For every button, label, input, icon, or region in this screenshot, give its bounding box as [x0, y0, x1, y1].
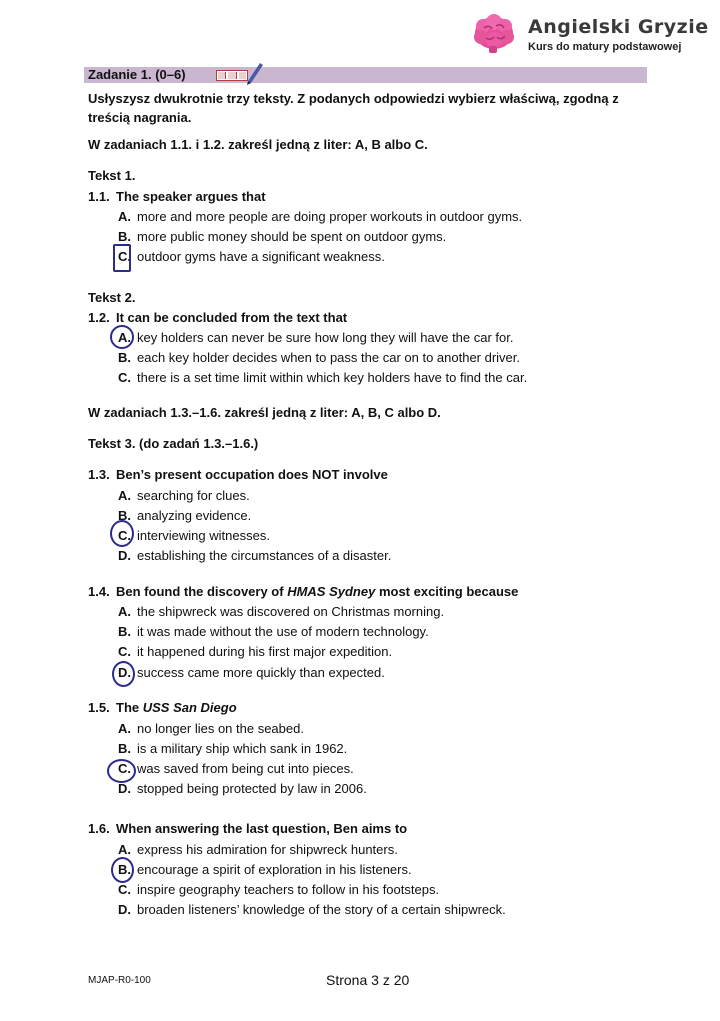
brand-logo: [472, 12, 709, 56]
pen-icon: [244, 59, 266, 85]
task-title: Zadanie 1. (0–6): [88, 67, 186, 82]
option-1-1-c[interactable]: C. outdoor gyms have a significant weakness.: [118, 249, 385, 264]
option-1-3-a[interactable]: A. searching for clues.: [118, 488, 250, 503]
logo-title: Angielski Gryzie: [528, 15, 709, 38]
option-1-2-b[interactable]: B. each key holder decides when to pass the car on to another driver.: [118, 350, 521, 365]
question-1-1-stem: 1.1. The speaker argues that: [88, 189, 266, 204]
answer-mark-1-6: [111, 857, 134, 883]
option-1-4-d[interactable]: D. success came more quickly than expected.: [118, 665, 385, 680]
option-1-3-b[interactable]: B. analyzing evidence.: [118, 508, 252, 523]
answer-mark-1-3: [110, 520, 134, 547]
option-1-6-d[interactable]: D. broaden listeners’ knowledge of the story of a certain shipwreck.: [118, 902, 506, 917]
question-1-2-stem: 1.2. It can be concluded from the text that: [88, 310, 348, 325]
option-1-6-b[interactable]: B. encourage a spirit of exploration in his listeners.: [118, 862, 412, 877]
instruction-abcd: W zadaniach 1.3.–1.6. zakreśl jedną z liter: A, B, C albo D.: [88, 405, 441, 420]
answer-mark-1-5: [107, 759, 136, 783]
option-1-6-c[interactable]: C. inspire geography teachers to follow in his footsteps.: [118, 882, 440, 897]
answer-mark-1-1: [113, 244, 131, 272]
question-1-6-stem: 1.6. When answering the last question, Ben aims to: [88, 821, 408, 836]
option-1-3-c[interactable]: C. interviewing witnesses.: [118, 528, 270, 543]
question-1-3-stem: 1.3. Ben’s present occupation does NOT involve: [88, 467, 388, 482]
option-1-5-a[interactable]: A. no longer lies on the seabed.: [118, 721, 304, 736]
option-1-2-c[interactable]: C. there is a set time limit within which key holders have to find the car.: [118, 370, 528, 385]
question-1-5-stem: 1.5. The USS San Diego: [88, 700, 237, 715]
brain-icon: [472, 12, 516, 56]
option-1-1-b[interactable]: B. more public money should be spent on outdoor gyms.: [118, 229, 447, 244]
page-number: Strona 3 z 20: [326, 972, 410, 988]
option-1-5-b[interactable]: B. is a military ship which sank in 1962.: [118, 741, 348, 756]
option-1-4-c[interactable]: C. it happened during his first major expedition.: [118, 644, 393, 659]
instruction-abc: W zadaniach 1.1. i 1.2. zakreśl jedną z liter: A, B albo C.: [88, 137, 428, 152]
answer-mark-1-2: [110, 325, 134, 349]
option-1-4-a[interactable]: A. the shipwreck was discovered on Christmas morning.: [118, 604, 445, 619]
logo-subtitle: Kurs do matury podstawowej: [528, 40, 682, 53]
option-1-1-a[interactable]: A. more and more people are doing proper workouts in outdoor gyms.: [118, 209, 523, 224]
text-2-heading: Tekst 2.: [88, 290, 136, 305]
task-instruction: Usłyszysz dwukrotnie trzy teksty. Z podanych odpowiedzi wybierz właściwą, zgodną z treścią nagrania.: [88, 91, 619, 125]
option-1-5-c[interactable]: C. was saved from being cut into pieces.: [118, 761, 354, 776]
option-1-5-d[interactable]: D. stopped being protected by law in 2006.: [118, 781, 367, 796]
option-1-3-d[interactable]: D. establishing the circumstances of a disaster.: [118, 548, 392, 563]
question-1-4-stem: 1.4. Ben found the discovery of HMAS Sydney most exciting because: [88, 584, 519, 599]
option-1-6-a[interactable]: A. express his admiration for shipwreck hunters.: [118, 842, 398, 857]
option-1-2-a[interactable]: A. key holders can never be sure how long they will have the car for.: [118, 330, 514, 345]
text-3-heading: Tekst 3. (do zadań 1.3.–1.6.): [88, 436, 259, 451]
exam-code: MJAP-R0-100: [88, 975, 151, 986]
option-1-4-b[interactable]: B. it was made without the use of modern technology.: [118, 624, 429, 639]
answer-mark-1-4: [112, 661, 135, 687]
text-1-heading: Tekst 1.: [88, 168, 136, 183]
task-header-bar: [84, 67, 647, 83]
